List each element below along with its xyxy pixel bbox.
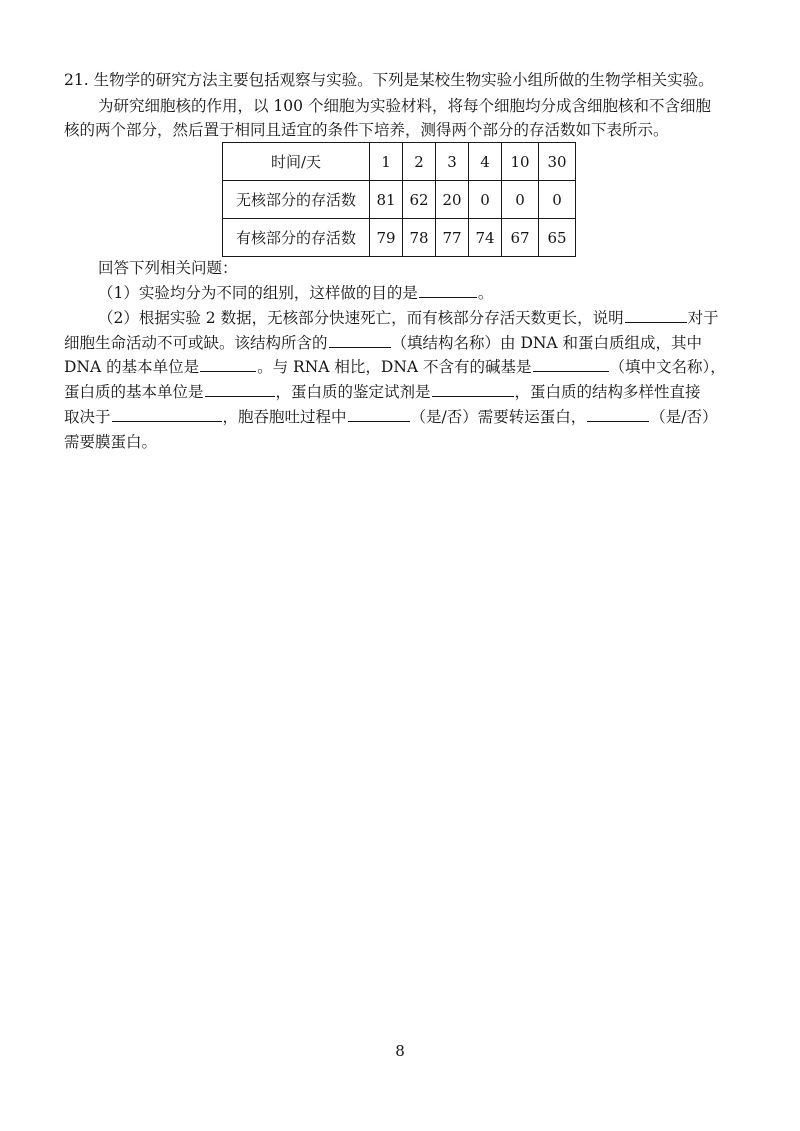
table-cell: 81 — [370, 181, 403, 219]
table-header-label: 时间/天 — [223, 143, 370, 181]
table-row-label: 无核部分的存活数 — [223, 181, 370, 219]
q2-text: （是/否）需要转运蛋白， — [410, 408, 587, 426]
q2-text: （填中文名称）， — [609, 358, 726, 376]
answer-blank[interactable] — [200, 355, 256, 372]
q2-text: （填结构名称）由 DNA 和蛋白质组成，其中 — [391, 334, 703, 352]
table-day-cell: 10 — [502, 143, 539, 181]
q2-text: ，蛋白质的结构多样性直接 — [514, 383, 701, 401]
table-cell: 0 — [539, 181, 576, 219]
q1-text: 。 — [477, 284, 494, 302]
table-cell: 0 — [502, 181, 539, 219]
intro-line-2: 核的两个部分，然后置于相同且适宜的条件下培养，测得两个部分的存活数如下表所示。 — [64, 121, 669, 139]
table-cell: 65 — [539, 219, 576, 257]
table-cell: 0 — [469, 181, 502, 219]
table-cell: 77 — [436, 219, 469, 257]
q1-text: （1）实验均分为不同的组别，这样做的目的是 — [98, 284, 418, 302]
table-row — [223, 219, 576, 257]
table-day-cell: 4 — [469, 143, 502, 181]
table-row — [223, 181, 576, 219]
table-cell: 62 — [403, 181, 436, 219]
answer-blank[interactable] — [625, 306, 687, 323]
table-cell: 79 — [370, 219, 403, 257]
table-day-cell: 2 — [403, 143, 436, 181]
table-day-cell: 30 — [539, 143, 576, 181]
q2-text: （是/否） — [650, 408, 718, 426]
question-title: 21. 生物学的研究方法主要包括观察与实验。下列是某校生物实验小组所做的生物学相关实验。 — [64, 71, 714, 89]
table-cell: 78 — [403, 219, 436, 257]
answer-blank[interactable] — [112, 405, 222, 422]
answer-blank[interactable] — [348, 405, 410, 422]
q2-text: 蛋白质的基本单位是 — [64, 383, 204, 401]
table-day-cell: 1 — [370, 143, 403, 181]
table-row-label: 有核部分的存活数 — [223, 219, 370, 257]
question-2-line-5 — [64, 405, 718, 429]
answer-blank[interactable] — [533, 355, 609, 372]
survival-table — [222, 142, 576, 257]
question-2-line-4 — [64, 380, 701, 404]
question-2-line-1 — [98, 306, 719, 330]
q2-text: ，胞吞胞吐过程中 — [222, 408, 347, 426]
question-2-line-2 — [64, 331, 702, 355]
q2-text: 。与 RNA 相比，DNA 不含有的碱基是 — [257, 358, 532, 376]
table-cell: 67 — [502, 219, 539, 257]
table-day-cell: 3 — [436, 143, 469, 181]
question-2-line-6: 需要膜蛋白。 — [64, 433, 158, 451]
answer-blank[interactable] — [432, 380, 514, 397]
page-number: 8 — [395, 1042, 405, 1060]
q2-text: 取决于 — [64, 408, 111, 426]
answer-blank[interactable] — [329, 331, 391, 348]
q2-text: 细胞生命活动不可或缺。该结构所含的 — [64, 334, 328, 352]
answer-blank[interactable] — [587, 405, 649, 422]
question-2-line-3 — [64, 355, 726, 379]
answer-prompt: 回答下列相关问题： — [98, 259, 238, 277]
table-cell: 20 — [436, 181, 469, 219]
table-cell: 74 — [469, 219, 502, 257]
answer-blank[interactable] — [205, 380, 275, 397]
q2-text: （2）根据实验 2 数据，无核部分快速死亡，而有核部分存活天数更长，说明 — [98, 309, 624, 327]
q2-text: DNA 的基本单位是 — [64, 358, 200, 376]
intro-line-1: 为研究细胞核的作用，以 100 个细胞为实验材料，将每个细胞均分成含细胞核和不含细胞 — [98, 97, 711, 115]
answer-blank[interactable] — [419, 281, 477, 298]
q2-text: 对于 — [687, 309, 719, 327]
table-row — [223, 143, 576, 181]
q2-text: ，蛋白质的鉴定试剂是 — [275, 383, 431, 401]
question-1 — [98, 281, 493, 305]
